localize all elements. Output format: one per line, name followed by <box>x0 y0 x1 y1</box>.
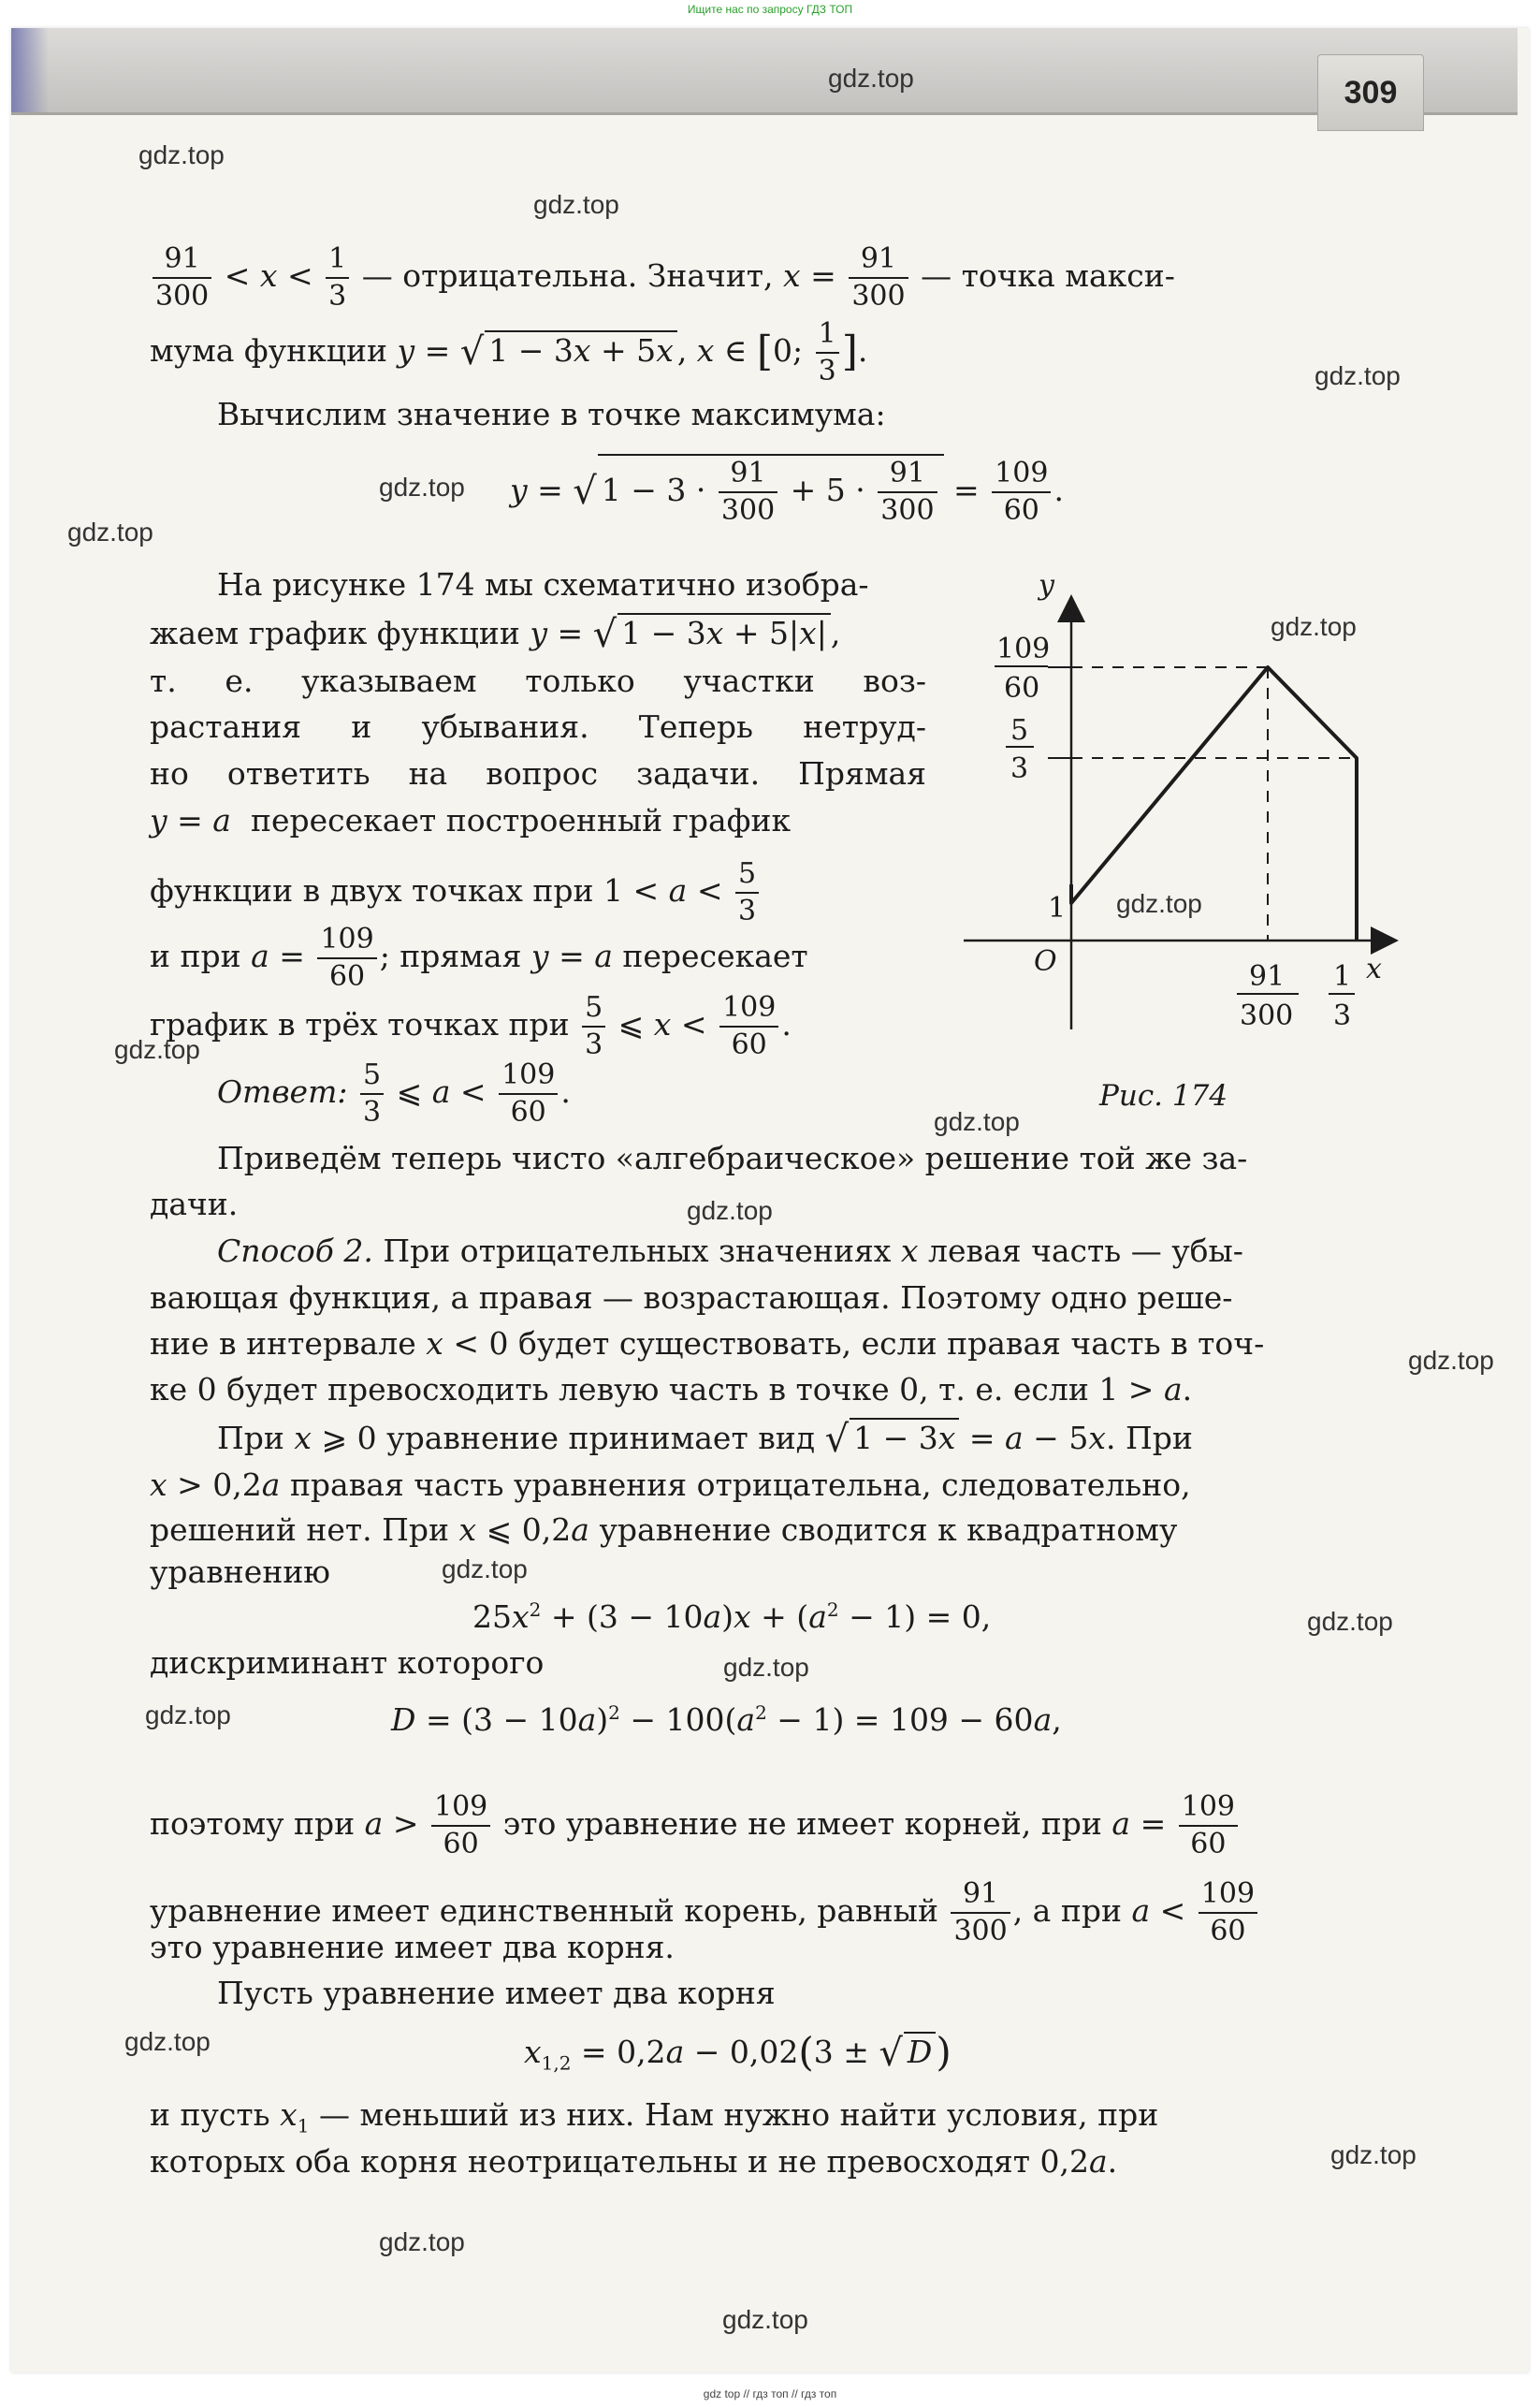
text-line: и при a = $\frac{109}{60}$ ; прямая y = a пересекает <box>150 923 808 993</box>
watermark: gdz.top <box>114 1035 200 1064</box>
watermark: gdz.top <box>1315 361 1401 390</box>
equation: $25x^2 + (3 - 10a)x + (a^2 - 1) = 0$, <box>472 1598 992 1635</box>
text-line: уравнению <box>150 1554 331 1590</box>
text-line: которых оба корня неотрицательны и не превосходят 0,2a. <box>150 2143 1118 2180</box>
text-line: жаем график функции y = √ 1 − 3x + 5|x| , <box>150 613 841 656</box>
graph-curve <box>1071 667 1357 941</box>
watermark: gdz.top <box>1271 612 1357 641</box>
text-line: и пусть $x_1$ — меньший из них. Нам нужно найти условия, при <box>150 2096 1159 2137</box>
text-line: Приведём теперь чисто «алгебраическое» решение той же за- <box>217 1140 1248 1176</box>
watermark: gdz.top <box>67 518 153 547</box>
tick-label: 1 <box>1333 960 1352 993</box>
fraction: $\frac{1}{3}$ <box>326 241 349 314</box>
watermark: gdz.top <box>379 473 465 502</box>
figure-caption: Рис. 174 <box>1099 1079 1228 1113</box>
fraction: $\frac{91}{300}$ <box>153 241 211 314</box>
text-line: При x ⩾ 0 уравнение принимает вид √ 1 − 3x = a − 5x. При <box>217 1418 1193 1461</box>
watermark: gdz.top <box>124 2027 211 2056</box>
text-line: $\frac{91}{300}$ < x < $\frac{1}{3}$ — отрицательна. Значит, x = $\frac{91}{300}$ — точка макси- <box>150 241 1394 314</box>
top-banner: Ищите нас по запросу ГДЗ ТОП <box>687 3 853 16</box>
watermark: gdz.top <box>934 1107 1020 1136</box>
text-line: Вычислим значение в точке максимума: <box>217 396 886 432</box>
text-line: ние в интервале x < 0 будет существовать, если правая часть в точ- <box>150 1325 1265 1362</box>
text-line: вающая функция, а правая — возрастающая. Поэтому одно реше- <box>150 1279 1233 1316</box>
text-line: т. е. указываем только участки воз- <box>150 663 926 699</box>
text-line: график в трёх точках при $\frac{5}{3}$ ⩽ x < $\frac{109}{60}$ . <box>150 991 792 1061</box>
text-line: Пусть уравнение имеет два корня <box>217 1975 776 2011</box>
page-header-band <box>11 28 1518 115</box>
tick-label: 5 <box>1010 714 1029 747</box>
function-graph <box>945 566 1413 1058</box>
equation: $x_{1,2} = 0,2a - 0,02(3$ ± √ D) <box>524 2029 952 2075</box>
watermark: gdz.top <box>1408 1346 1494 1375</box>
watermark: gdz.top <box>1330 2140 1417 2169</box>
watermark: gdz.top <box>138 140 225 169</box>
origin-label: O <box>1034 945 1057 978</box>
equation: y = √ 1 − 3 · $\frac{91}{300}$ + 5 · $\frac{91}{300}$ = $\frac{109}{60}$ . <box>510 454 1071 529</box>
y-axis-label: y <box>1039 569 1054 602</box>
watermark: gdz.top <box>145 1700 231 1729</box>
bottom-banner: gdz top // гдз топ // гдз топ <box>703 2387 837 2400</box>
watermark: gdz.top <box>828 64 914 93</box>
page-header-accent <box>11 28 49 112</box>
tick-label: 3 <box>1010 752 1029 785</box>
tick-label: 300 <box>1240 999 1294 1032</box>
watermark: gdz.top <box>1307 1607 1393 1636</box>
text-line: растания и убывания. Теперь нетруд- <box>150 708 926 745</box>
text-line: поэтому при a > $\frac{109}{60}$ это уравнение не имеет корней, при a = $\frac{109}{60}$ <box>150 1789 1394 1862</box>
x-axis-label: x <box>1366 953 1382 985</box>
watermark: gdz.top <box>687 1196 773 1225</box>
watermark: gdz.top <box>722 2305 808 2334</box>
tick-label: 60 <box>1004 672 1040 705</box>
tick-label: 91 <box>1249 960 1286 993</box>
answer-line: Ответ: $\frac{5}{3}$ ⩽ a < $\frac{109}{60}$ . <box>217 1058 571 1129</box>
text-line: На рисунке 174 мы схематично изобра- <box>217 566 869 603</box>
text-line: ке 0 будет превосходить левую часть в точке 0, т. е. если 1 > a. <box>150 1371 1193 1408</box>
page-number: 309 <box>1317 54 1424 131</box>
text-line: это уравнение имеет два корня. <box>150 1929 675 1965</box>
text-line: дачи. <box>150 1186 239 1222</box>
text-line: дискриминант которого <box>150 1644 545 1681</box>
text-line: функции в двух точках при 1 < a < $\frac{5}{3}$ <box>150 856 926 929</box>
fraction: $\frac{91}{300}$ <box>849 241 908 314</box>
watermark: gdz.top <box>533 190 619 219</box>
watermark: gdz.top <box>379 2227 465 2256</box>
text-line: решений нет. При x ⩽ 0,2a уравнение сводится к квадратному <box>150 1511 1178 1548</box>
watermark: gdz.top <box>442 1554 528 1583</box>
fraction: $\frac{1}{3}$ <box>816 316 839 389</box>
text-line: уравнение имеет единственный корень, равный $\frac{91}{300}$ , а при a < $\frac{109}{60}$ <box>150 1876 1394 1949</box>
watermark: gdz.top <box>723 1653 809 1682</box>
text-line: мума функции y = √ 1 − 3x + 5x , x ∈ [0; $\frac{1}{3}$ ]. <box>150 317 868 387</box>
text-line: y = a пересекает построенный график <box>150 802 792 839</box>
tick-label: 109 <box>996 633 1051 665</box>
tick-label: 3 <box>1333 999 1352 1032</box>
tick-label: 1 <box>1048 892 1067 925</box>
text-line: x > 0,2a правая часть уравнения отрицательна, следовательно, <box>150 1466 1191 1503</box>
equation: $D = (3 - 10a)^2 - 100(a^2 - 1) = 109 - 60a$, <box>391 1701 1062 1738</box>
watermark: gdz.top <box>1116 889 1202 918</box>
text-line: Способ 2. При отрицательных значениях x левая часть — убы- <box>217 1233 1243 1269</box>
text-line: но ответить на вопрос задачи. Прямая <box>150 755 926 792</box>
